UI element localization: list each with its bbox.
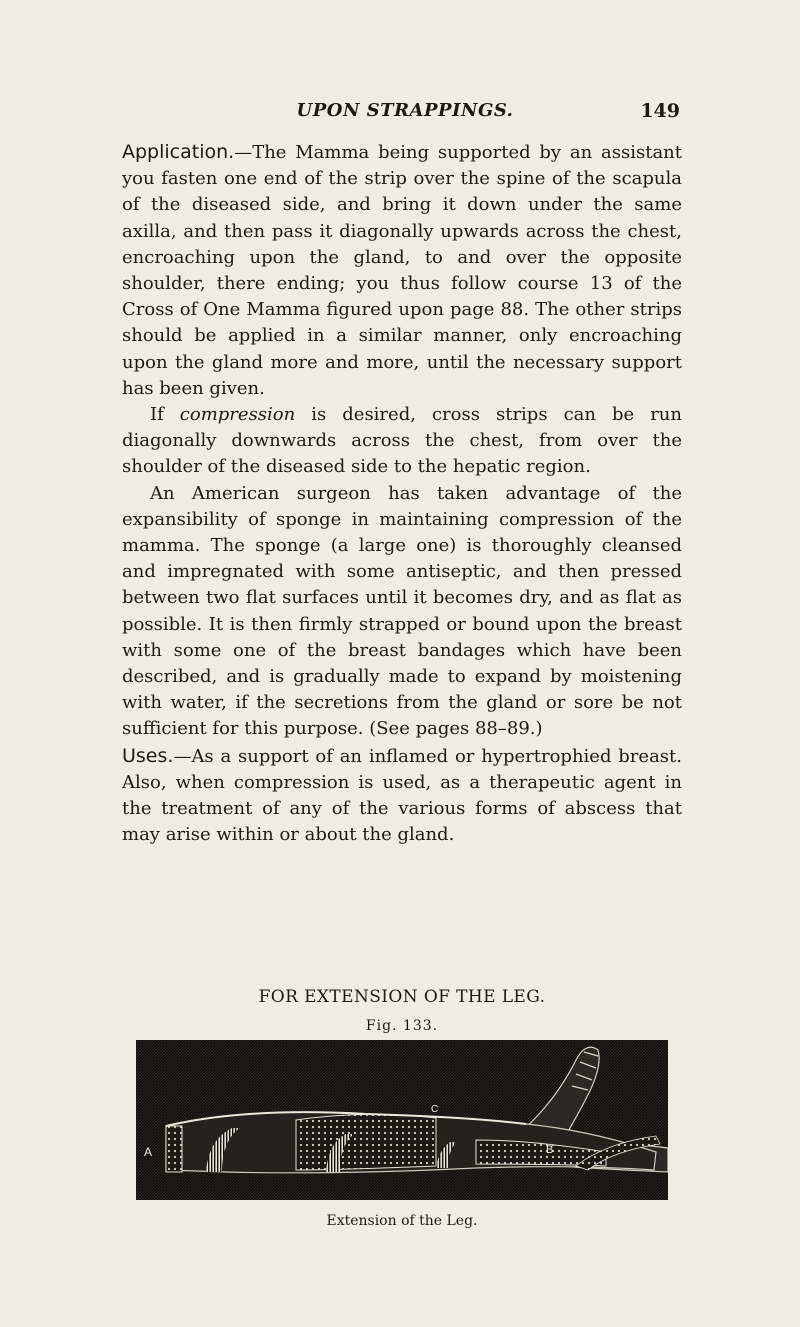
running-head: UPON STRAPPINGS. bbox=[296, 100, 514, 121]
dotted-strap-mid bbox=[296, 1114, 436, 1170]
paragraph-uses bbox=[122, 743, 682, 849]
figure-leg-extension bbox=[136, 1040, 668, 1200]
application-text: —The Mamma being supported by an assistant you fasten one end of the strip over the spine of the scapula of the diseased side, and bring it down under the same axilla, and then pass it diagonally upwards across the chest, encroaching upon the gland, to and over the opposite shoulder, there ending; you thus follow course 13 of the Cross of One Mamma figured upon page 88. The other strips should be applied in a similar manner, only encroaching upon the gland more and more, until the necessary support has been given. bbox=[122, 142, 682, 399]
figure-letter-c: C bbox=[431, 1104, 439, 1115]
page-header bbox=[130, 100, 680, 130]
compression-emphasis: compression bbox=[179, 404, 296, 426]
page-number: 149 bbox=[640, 100, 680, 122]
figure-label: Fig. 133. bbox=[365, 1018, 439, 1034]
body-text bbox=[122, 139, 682, 848]
dotted-strap-left bbox=[166, 1126, 182, 1172]
uses-heading: Uses. bbox=[122, 744, 174, 767]
compression-text-end: is desired, cross strips can be run diagonally downwards across the chest, from over the shoulder of the diseased side to the hepatic region. bbox=[122, 404, 682, 478]
figure-letter-b: B bbox=[546, 1144, 554, 1156]
compression-text-start: If bbox=[150, 404, 180, 426]
paragraph-compression bbox=[122, 402, 682, 481]
application-heading: Application. bbox=[122, 141, 235, 163]
section-heading: FOR EXTENSION OF THE LEG. bbox=[258, 987, 546, 1007]
uses-text: —As a support of an inflamed or hypertrophied breast. Also, when compression is used, as a therapeutic agent in the treatment of any of the various forms of abscess that may arise within or about the gland. bbox=[122, 745, 682, 846]
figure-letter-a: A bbox=[144, 1145, 153, 1159]
paragraph-application bbox=[122, 139, 682, 402]
figure-caption: Extension of the Leg. bbox=[326, 1213, 478, 1229]
paragraph-sponge: An American surgeon has taken advantage of the expansibility of sponge in maintaining compression of the mamma. The sponge (a large one) is thoroughly cleansed and impregnated with some antiseptic, and then pressed between two flat surfaces until it becomes dry, and as flat as possible. It is then firmly strapped or bound upon the breast with some one of the breast bandages which have been described, and is gradually made to expand by moistening with water, if the secretions from the gland or sore be not sufficient for this purpose. (See pages 88–89.) bbox=[122, 482, 682, 740]
